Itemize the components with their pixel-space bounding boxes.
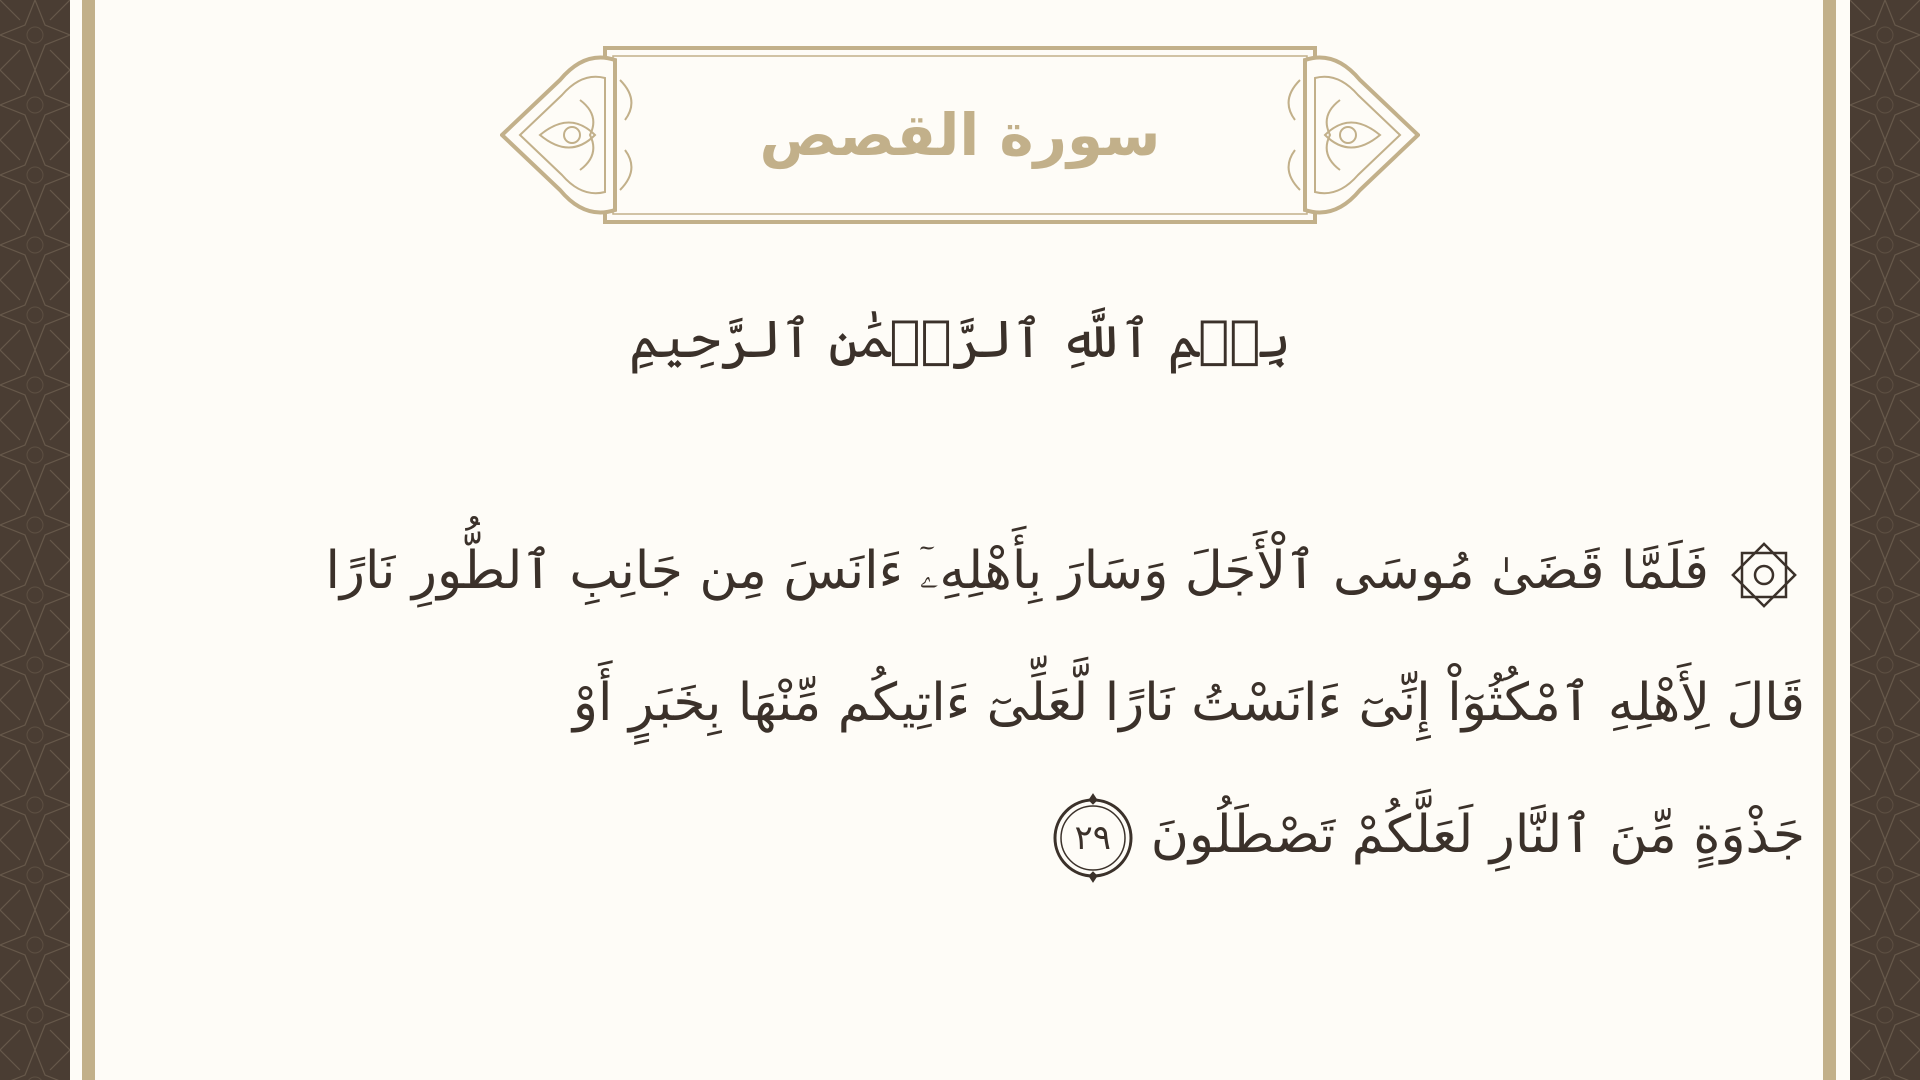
verse-line-1 [100,505,1805,637]
left-gold-rule [82,0,95,1080]
geometric-pattern-icon [1850,0,1920,1080]
right-pattern-border [1850,0,1920,1080]
surah-title-frame [500,40,1420,230]
left-pattern-border [0,0,70,1080]
verse-block [100,505,1805,901]
verse-text-line-1: فَلَمَّا قَضَىٰ مُوسَى ٱلْأَجَلَ وَسَارَ بِأَهْلِهِۦٓ ءَانَسَ مِن جَانِبِ ٱلطُّورِ نَارًا [325,541,1709,601]
geometric-pattern-icon [0,0,70,1080]
hizb-star-icon [1723,533,1805,615]
verse-line-3 [100,769,1805,901]
surah-title: سورة القصص [759,101,1161,169]
verse-text-line-3: جَذْوَةٍ مِّنَ ٱلنَّارِ لَعَلَّكُمْ تَصْطَلُونَ [1150,805,1805,865]
ayah-number: ٢٩ [1074,818,1111,858]
basmala: بِسۡمِ ٱللَّهِ ٱلرَّحۡمَٰنِ ٱلرَّحِيمِ [629,310,1291,370]
verse-text-line-2: قَالَ لِأَهْلِهِ ٱمْكُثُوٓاْ إِنِّىٓ ءَانَسْتُ نَارًا لَّعَلِّىٓ ءَاتِيكُم مِّنْهَا بِخَبَرٍ أَوْ [572,673,1805,733]
ayah-end-marker [1047,792,1139,884]
right-gold-rule [1823,0,1836,1080]
verse-line-2 [100,637,1805,769]
